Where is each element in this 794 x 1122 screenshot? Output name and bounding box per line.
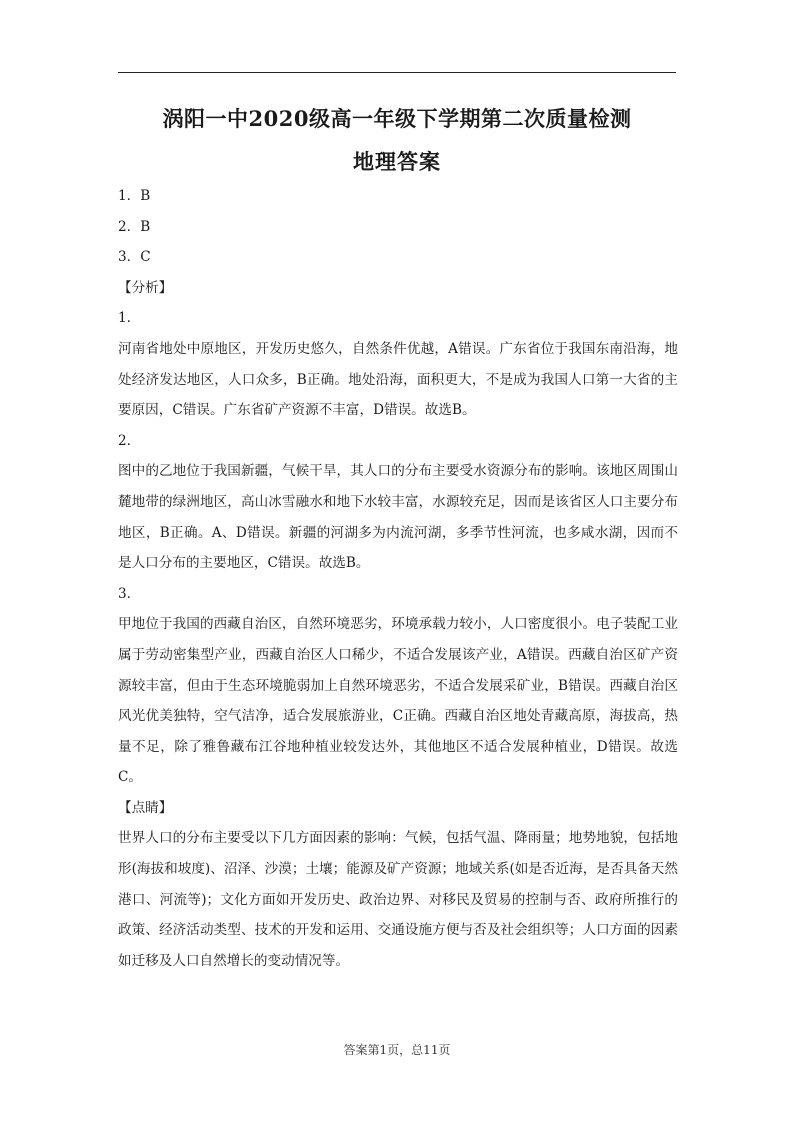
answer-item-3: 3．C: [118, 249, 151, 266]
comment-text: 世界人口的分布主要受以下几方面因素的影响：气候，包括气温、降雨量；地势地貌，包括地形(海拔和坡度)、沼泽、沙漠；土壤；能源及矿产资源；地域关系(如是否近海，是否具备天然港口、河流等)；文化方面如开发历史、政治边界、对移民及贸易的控制与否、政府所推行的政策、经济活动类型、技术的开发和运用、交通设施方便与否及社会组织等；人口方面的因素如迁移及人口自然增长的变动情况等。: [118, 830, 678, 969]
document-subtitle: 地理答案: [353, 149, 441, 174]
comment-heading: 【点睛】: [118, 799, 173, 816]
page-footer: 答案第1页，总11页: [343, 1043, 451, 1057]
analysis-number-1: 1.: [118, 310, 131, 327]
document-title: 涡阳一中2020级高一年级下学期第二次质量检测: [162, 106, 632, 131]
analysis-text-3: 甲地位于我国的西藏自治区，自然环境恶劣，环境承载力较小，人口密度很小。电子装配工业属于劳动密集型产业，西藏自治区人口稀少，不适合发展该产业，A错误。西藏自治区矿产资源较丰富，但由于生态环境脆弱加上自然环境恶劣，不适合发展采矿业，B错误。西藏自治区风光优美独特，空气洁净，适合发展旅游业，C正确。西藏自治区地处青藏高原，海拔高，热量不足，除了雅鲁藏布江谷地种植业较发达外，其他地区不适合发展种植业，D错误。故选C。: [118, 616, 678, 786]
answer-item-1: 1．B: [118, 188, 151, 204]
analysis-text-2: 图中的乙地位于我国新疆，气候干旱，其人口的分布主要受水资源分布的影响。该地区周围山麓地带的绿洲地区，高山冰雪融水和地下水较丰富，水源较充足，因而是该省区人口主要分布地区，B正确。A、D错误。新疆的河湖多为内流河湖，多季节性河流，也多咸水湖，因而不是人口分布的主要地区，C错误。故选B。: [118, 463, 678, 572]
header-rule: [118, 72, 676, 73]
analysis-number-2: 2.: [118, 432, 131, 449]
analysis-text-1: 河南省地处中原地区，开发历史悠久，自然条件优越，A错误。广东省位于我国东南沿海，地处经济发达地区，人口众多，B正确。地处沿海，面积更大，不是成为我国人口第一大省的主要原因，C错误。广东省矿产资源不丰富，D错误。故选B。: [118, 340, 678, 419]
analysis-number-3: 3.: [118, 585, 131, 602]
answer-item-2: 2．B: [118, 218, 151, 235]
answer-content: [118, 181, 678, 976]
analysis-heading: 【分析】: [118, 279, 173, 296]
